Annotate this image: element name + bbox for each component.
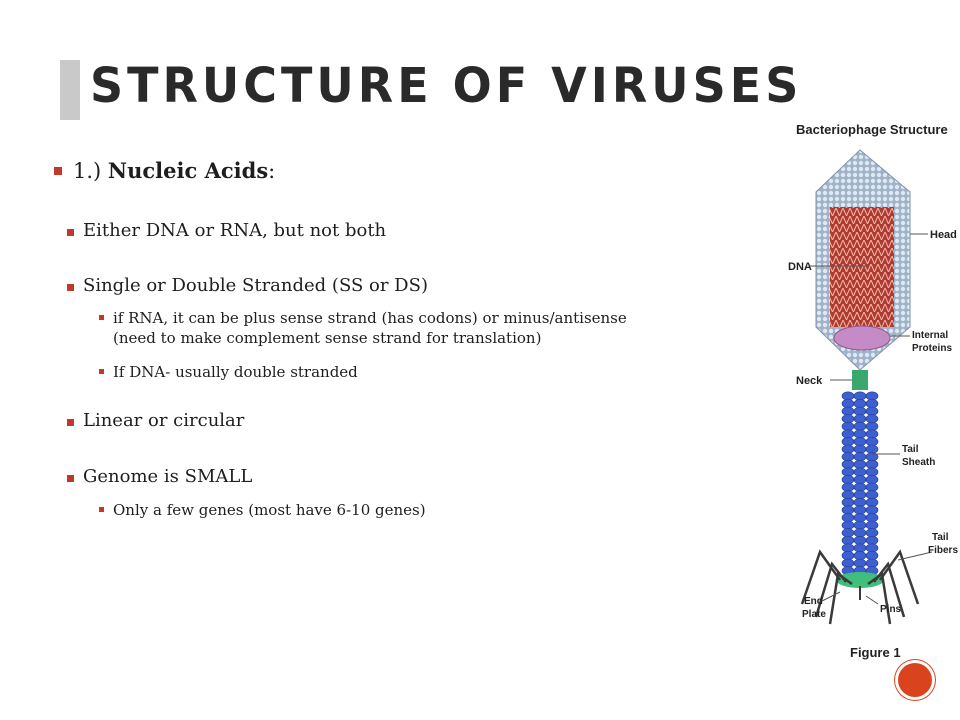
figure-title: Bacteriophage Structure <box>796 122 948 137</box>
sheath-bead <box>866 399 878 407</box>
sheath-bead <box>842 551 854 559</box>
title-accent-bar <box>60 60 80 120</box>
sheath-bead <box>842 498 854 506</box>
sheath-bead <box>854 536 866 544</box>
sheath-bead <box>866 407 878 415</box>
sheath-bead <box>842 407 854 415</box>
sheath-bead <box>866 513 878 521</box>
sheath-bead <box>866 430 878 438</box>
sub-item-text: Only a few genes (most have 6-10 genes) <box>113 501 426 519</box>
sheath-bead <box>854 506 866 514</box>
bullet-marker <box>67 419 74 426</box>
sheath-bead <box>866 468 878 476</box>
label-tail: Tail <box>902 444 919 455</box>
sub-item-text: If DNA- usually double stranded <box>113 363 358 381</box>
sheath-bead <box>854 521 866 529</box>
sheath-bead <box>842 536 854 544</box>
item-text: Single or Double Stranded (SS or DS) <box>83 275 428 296</box>
sheath-bead <box>842 468 854 476</box>
slide-title: STRUCTURE OF VIRUSES <box>90 56 803 114</box>
sheath-bead <box>854 529 866 537</box>
sheath-bead <box>842 430 854 438</box>
bacteriophage-figure <box>780 112 959 672</box>
sheath-bead <box>866 521 878 529</box>
label-fibers: Fibers <box>928 545 959 556</box>
sheath-bead <box>842 483 854 491</box>
item-text: Linear or circular <box>83 410 245 431</box>
sheath-bead <box>866 422 878 430</box>
sheath-bead <box>866 392 878 400</box>
label-tail-fibers: Tail <box>932 532 949 543</box>
internal-proteins <box>834 326 890 350</box>
sheath-bead <box>842 559 854 567</box>
sheath-bead <box>842 453 854 461</box>
sheath-bead <box>866 415 878 423</box>
sheath-bead <box>842 491 854 499</box>
sheath-bead <box>842 422 854 430</box>
tail-sheath <box>842 392 878 575</box>
sheath-bead <box>854 544 866 552</box>
sheath-bead <box>866 498 878 506</box>
sheath-bead <box>854 415 866 423</box>
bullet-marker <box>67 284 74 291</box>
bullet-marker <box>67 475 74 482</box>
sheath-bead <box>842 513 854 521</box>
sub-item-text: (need to make complement sense strand for translation) <box>113 329 542 347</box>
sheath-bead <box>854 407 866 415</box>
label-plate: Plate <box>802 609 826 620</box>
sheath-bead <box>854 513 866 521</box>
sheath-bead <box>842 460 854 468</box>
sheath-bead <box>854 559 866 567</box>
sheath-bead <box>866 445 878 453</box>
sheath-bead <box>866 483 878 491</box>
item-text: Genome is SMALL <box>83 466 253 487</box>
sheath-bead <box>854 422 866 430</box>
sheath-bead <box>842 399 854 407</box>
sheath-bead <box>866 437 878 445</box>
sheath-bead <box>866 491 878 499</box>
sheath-bead <box>854 445 866 453</box>
sheath-bead <box>854 498 866 506</box>
sheath-bead <box>854 392 866 400</box>
sheath-bead <box>842 506 854 514</box>
bullet-marker <box>99 507 104 512</box>
bullet-marker <box>67 229 74 236</box>
label-dna: DNA <box>788 261 812 273</box>
label-pins: Pins <box>880 604 902 615</box>
bullet-marker <box>99 315 104 320</box>
label-internal: Internal <box>912 330 949 341</box>
sheath-bead <box>854 437 866 445</box>
sheath-bead <box>854 430 866 438</box>
sheath-bead <box>842 544 854 552</box>
item-text: Either DNA or RNA, but not both <box>83 220 387 241</box>
sheath-bead <box>866 460 878 468</box>
sheath-bead <box>842 475 854 483</box>
sheath-bead <box>854 399 866 407</box>
heading-number: 1.) <box>73 159 102 183</box>
sheath-bead <box>866 475 878 483</box>
sheath-bead <box>866 536 878 544</box>
sheath-bead <box>842 445 854 453</box>
sheath-bead <box>854 460 866 468</box>
sheath-bead <box>854 551 866 559</box>
bullet-marker <box>99 369 104 374</box>
sheath-bead <box>842 415 854 423</box>
figure-caption: Figure 1 <box>850 645 901 660</box>
sheath-bead <box>866 559 878 567</box>
nav-circle-button[interactable] <box>895 660 935 700</box>
label-neck: Neck <box>796 375 823 387</box>
heading-bold: Nucleic Acids <box>107 158 269 183</box>
sheath-bead <box>842 392 854 400</box>
dna-core <box>830 207 894 327</box>
sheath-bead <box>842 437 854 445</box>
sub-item-text: if RNA, it can be plus sense strand (has codons) or minus/antisense <box>113 309 627 327</box>
sheath-bead <box>866 529 878 537</box>
sheath-bead <box>866 506 878 514</box>
sheath-bead <box>854 475 866 483</box>
sheath-bead <box>854 491 866 499</box>
neck <box>852 370 868 390</box>
label-proteins: Proteins <box>912 343 953 354</box>
sheath-bead <box>842 529 854 537</box>
heading-suffix: : <box>268 159 276 183</box>
label-sheath: Sheath <box>902 457 936 468</box>
sheath-bead <box>854 468 866 476</box>
sheath-bead <box>866 544 878 552</box>
bullet-marker <box>54 167 62 175</box>
sheath-bead <box>854 453 866 461</box>
sheath-bead <box>866 551 878 559</box>
label-end: End <box>804 596 823 607</box>
sheath-bead <box>842 521 854 529</box>
label-head: Head <box>930 229 957 241</box>
sheath-bead <box>854 483 866 491</box>
